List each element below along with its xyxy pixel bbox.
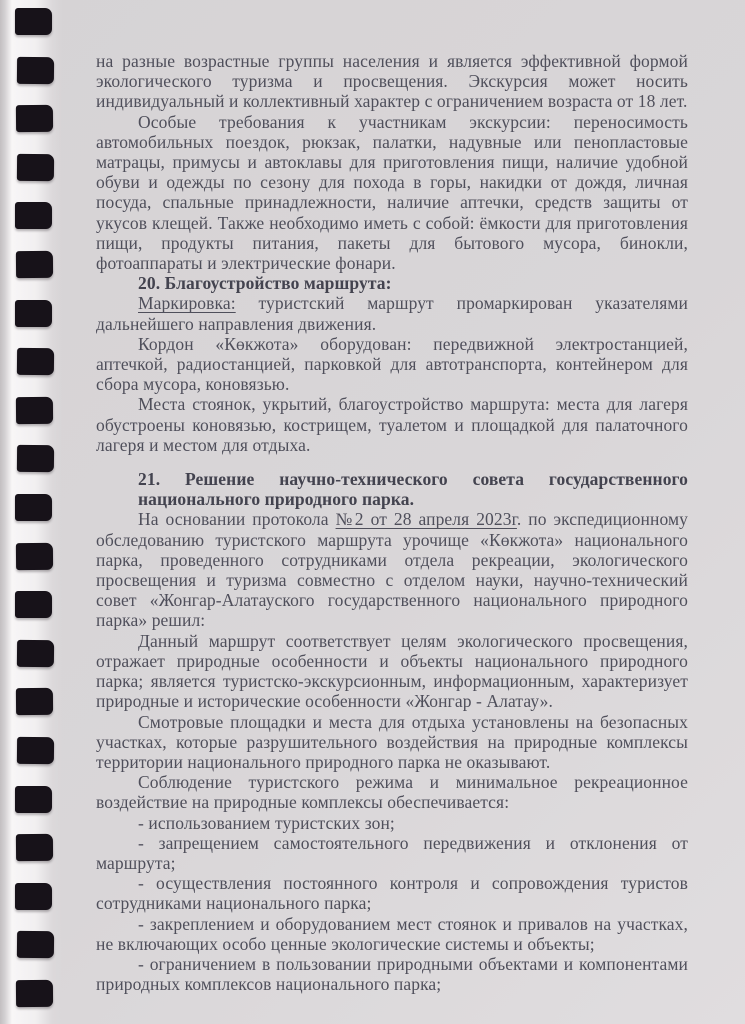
text-run: - ограничением в пользовании природными объектами и компонентами природных комплексов национального парка; <box>96 953 688 995</box>
text-run: . по экспедиционному обследованию туристского маршрута урочище «Көкжота» национального парка, проведенного сотрудниками отдела рекреации, экологического просвещения и туризма совместно с отделом науки, научно-технический совет «Жонгар-Алатауского государственного национального природного парка» решил: <box>96 509 688 631</box>
text-run: - запрещением самостоятельного передвижения и отклонения от маршрута; <box>96 832 688 873</box>
para-route-compliance <box>96 631 688 712</box>
text-run: 21. Решение научно-технического совета государственного национального природного парка. <box>138 469 688 510</box>
para-intro-continuation <box>96 51 688 112</box>
text-run: Места стоянок, укрытий, благоустройство маршрута: места для лагеря обустроены коновязью, кострищем, туалетом и площадкой для палаточного лагеря и местом для отдыха. <box>96 394 688 455</box>
heading-section-21 <box>138 469 688 509</box>
text-run: на разные возрастные группы населения и является эффективной формой экологического туризма и просвещения. Экскурсия может носить индивидуальный и коллективный характер с ограничением возраста от 18 лет. <box>96 51 688 112</box>
text-run: - осуществления постоянного контроля и сопровождения туристов сотрудниками национального парка; <box>96 873 688 914</box>
text-run: Особые требования к участникам экскурсии: переносимость автомобильных поездок, рюкзак, палатки, надувные или пенопластовые матрацы, примусы и автоклавы для приготовления пищи, наличие удобной обуви и одежды по сезону для похода в горы, накидки от дождя, личная посуда, спальные принадлежности, наличие аптечки, средств защиты от укусов клещей. Также необходимо иметь с собой: ёмкости для приготовления пищи, продукты питания, пакеты для бытового мусора, бинокли, фотоаппараты и электрические фонари. <box>96 111 688 274</box>
text-run: туристский маршрут промаркирован указателями дальнейшего направления движения. <box>96 293 688 334</box>
list-item-camp-equipment <box>96 914 688 954</box>
list-item-no-deviation <box>96 833 688 873</box>
text-run: На основании протокола <box>138 509 336 530</box>
para-camp-sites <box>96 394 688 455</box>
text-run: Смотровые площадки и места для отдыха установлены на безопасных участках, которые разрушительного воздействия на природные комплексы территории национального природного парка не оказывают. <box>96 711 688 772</box>
heading-section-20 <box>96 273 688 293</box>
text-run: Кордон «Көкжота» оборудован: передвижной электростанцией, аптечкой, радиостанцией, парковкой для автотранспорта, контейнером для сбора мусора, коновязью. <box>96 333 688 395</box>
para-kordon <box>96 334 688 395</box>
text-run: - закреплением и оборудованием мест стоянок и привалов на участках, не включающих особо ценные экологические системы и объекты; <box>96 913 688 954</box>
text-run: 20. Благоустройство маршрута: <box>138 273 392 294</box>
list-item-tourist-zones <box>96 813 688 833</box>
underlined-text: №2 от 28 апреля 2023г <box>335 509 517 530</box>
text-run: Соблюдение туристского режима и минимальное рекреационное воздействие на природные комплексы обеспечивается: <box>96 772 688 813</box>
text-run: - использованием туристских зон; <box>138 812 395 833</box>
para-regime <box>96 772 688 812</box>
para-protocol-decision <box>96 509 688 630</box>
para-marking <box>96 293 688 333</box>
underlined-text: Маркировка: <box>138 293 236 314</box>
text-run: Данный маршрут соответствует целям экологического просвещения, отражает природные особенности и объекты национального природного парка; является туристско-экскурсионным, информационным, характеризует природные и исторические особенности «Жонгар - Алатау». <box>96 630 688 712</box>
para-special-requirements <box>96 112 688 274</box>
para-viewpoints <box>96 712 688 773</box>
list-item-usage-restriction <box>96 954 688 994</box>
list-item-escort <box>96 873 688 913</box>
